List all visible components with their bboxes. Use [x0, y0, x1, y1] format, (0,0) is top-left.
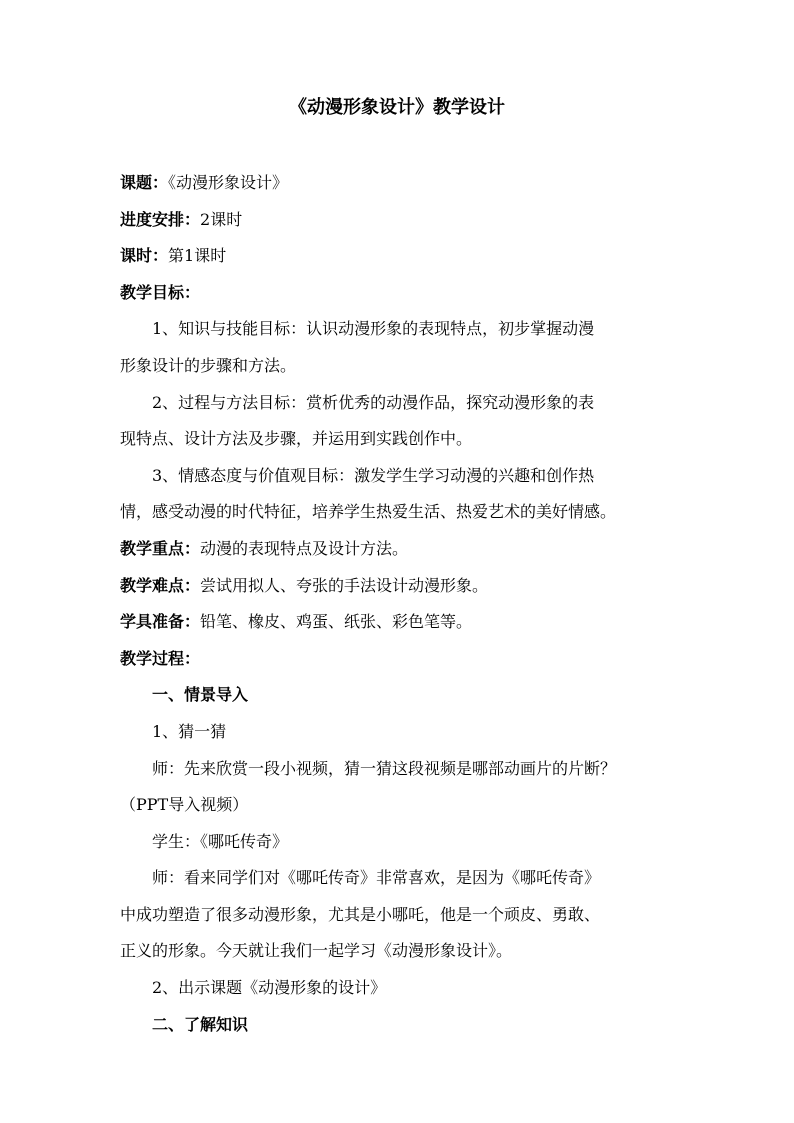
- goal-3-line-1: 3、情感态度与价值观目标：激发学生学习动漫的兴趣和创作热: [152, 465, 595, 485]
- goal-3-line-2: 情，感受动漫的时代特征，培养学生热爱生活、热爱艺术的美好情感。: [120, 502, 617, 522]
- schedule-line: [120, 202, 680, 239]
- difficulty-label: 教学难点：: [120, 575, 201, 595]
- document-title: 《动漫形象设计》教学设计: [289, 97, 505, 118]
- key-point-value: 动漫的表现特点及设计方法。: [200, 538, 409, 558]
- difficulty-line: [120, 568, 680, 605]
- materials-line: [120, 604, 680, 641]
- schedule-label: 进度安排：: [120, 209, 201, 229]
- topic-value: 《动漫形象设计》: [168, 173, 289, 192]
- goal-1-line-2: 形象设计的步骤和方法。: [120, 355, 297, 375]
- document-body: [120, 165, 680, 1043]
- period-value: 第1课时: [168, 246, 227, 266]
- teacher-2-line-1: 师：看来同学们对《哪吒传奇》非常喜欢，是因为《哪吒传奇》: [152, 868, 601, 888]
- teacher-1-line-2: （PPT导入视频）: [120, 795, 249, 815]
- student-1: 学生：《哪吒传奇》: [152, 831, 289, 851]
- goal-2-line-1: 2、过程与方法目标：赏析优秀的动漫作品，探究动漫形象的表: [152, 392, 595, 412]
- teacher-2-line-2: 中成功塑造了很多动漫形象，尤其是小哪吒，他是一个顽皮、勇敢、: [120, 904, 601, 924]
- goal-2-line-2: 现特点、设计方法及步骤，并运用到实践创作中。: [120, 429, 473, 449]
- key-point-label: 教学重点：: [120, 538, 201, 558]
- section-2-heading: 二、了解知识: [152, 1014, 249, 1034]
- topic-line: [120, 165, 680, 202]
- step-2: 2、出示课题《动漫形象的设计》: [152, 978, 387, 998]
- topic-label: 课题：: [120, 173, 169, 192]
- teacher-1-line-1: 师：先来欣赏一段小视频，猜一猜这段视频是哪部动画片的片断？: [152, 758, 617, 778]
- goals-heading: 教学目标：: [120, 282, 201, 302]
- schedule-value: 2课时: [200, 209, 243, 229]
- difficulty-value: 尝试用拟人、夸张的手法设计动漫形象。: [200, 575, 489, 595]
- period-line: [120, 238, 680, 275]
- materials-value: 铅笔、橡皮、鸡蛋、纸张、彩色笔等。: [200, 612, 473, 632]
- process-heading: 教学过程：: [120, 648, 201, 668]
- period-label: 课时：: [120, 246, 169, 266]
- goal-1-line-1: 1、知识与技能目标：认识动漫形象的表现特点，初步掌握动漫: [152, 319, 595, 339]
- key-point-line: [120, 531, 680, 568]
- section-1-heading: 一、情景导入: [152, 685, 249, 705]
- materials-label: 学具准备：: [120, 612, 201, 632]
- step-1: 1、猜一猜: [152, 721, 227, 741]
- teacher-2-line-3: 正义的形象。今天就让我们一起学习《动漫形象设计》。: [120, 941, 513, 961]
